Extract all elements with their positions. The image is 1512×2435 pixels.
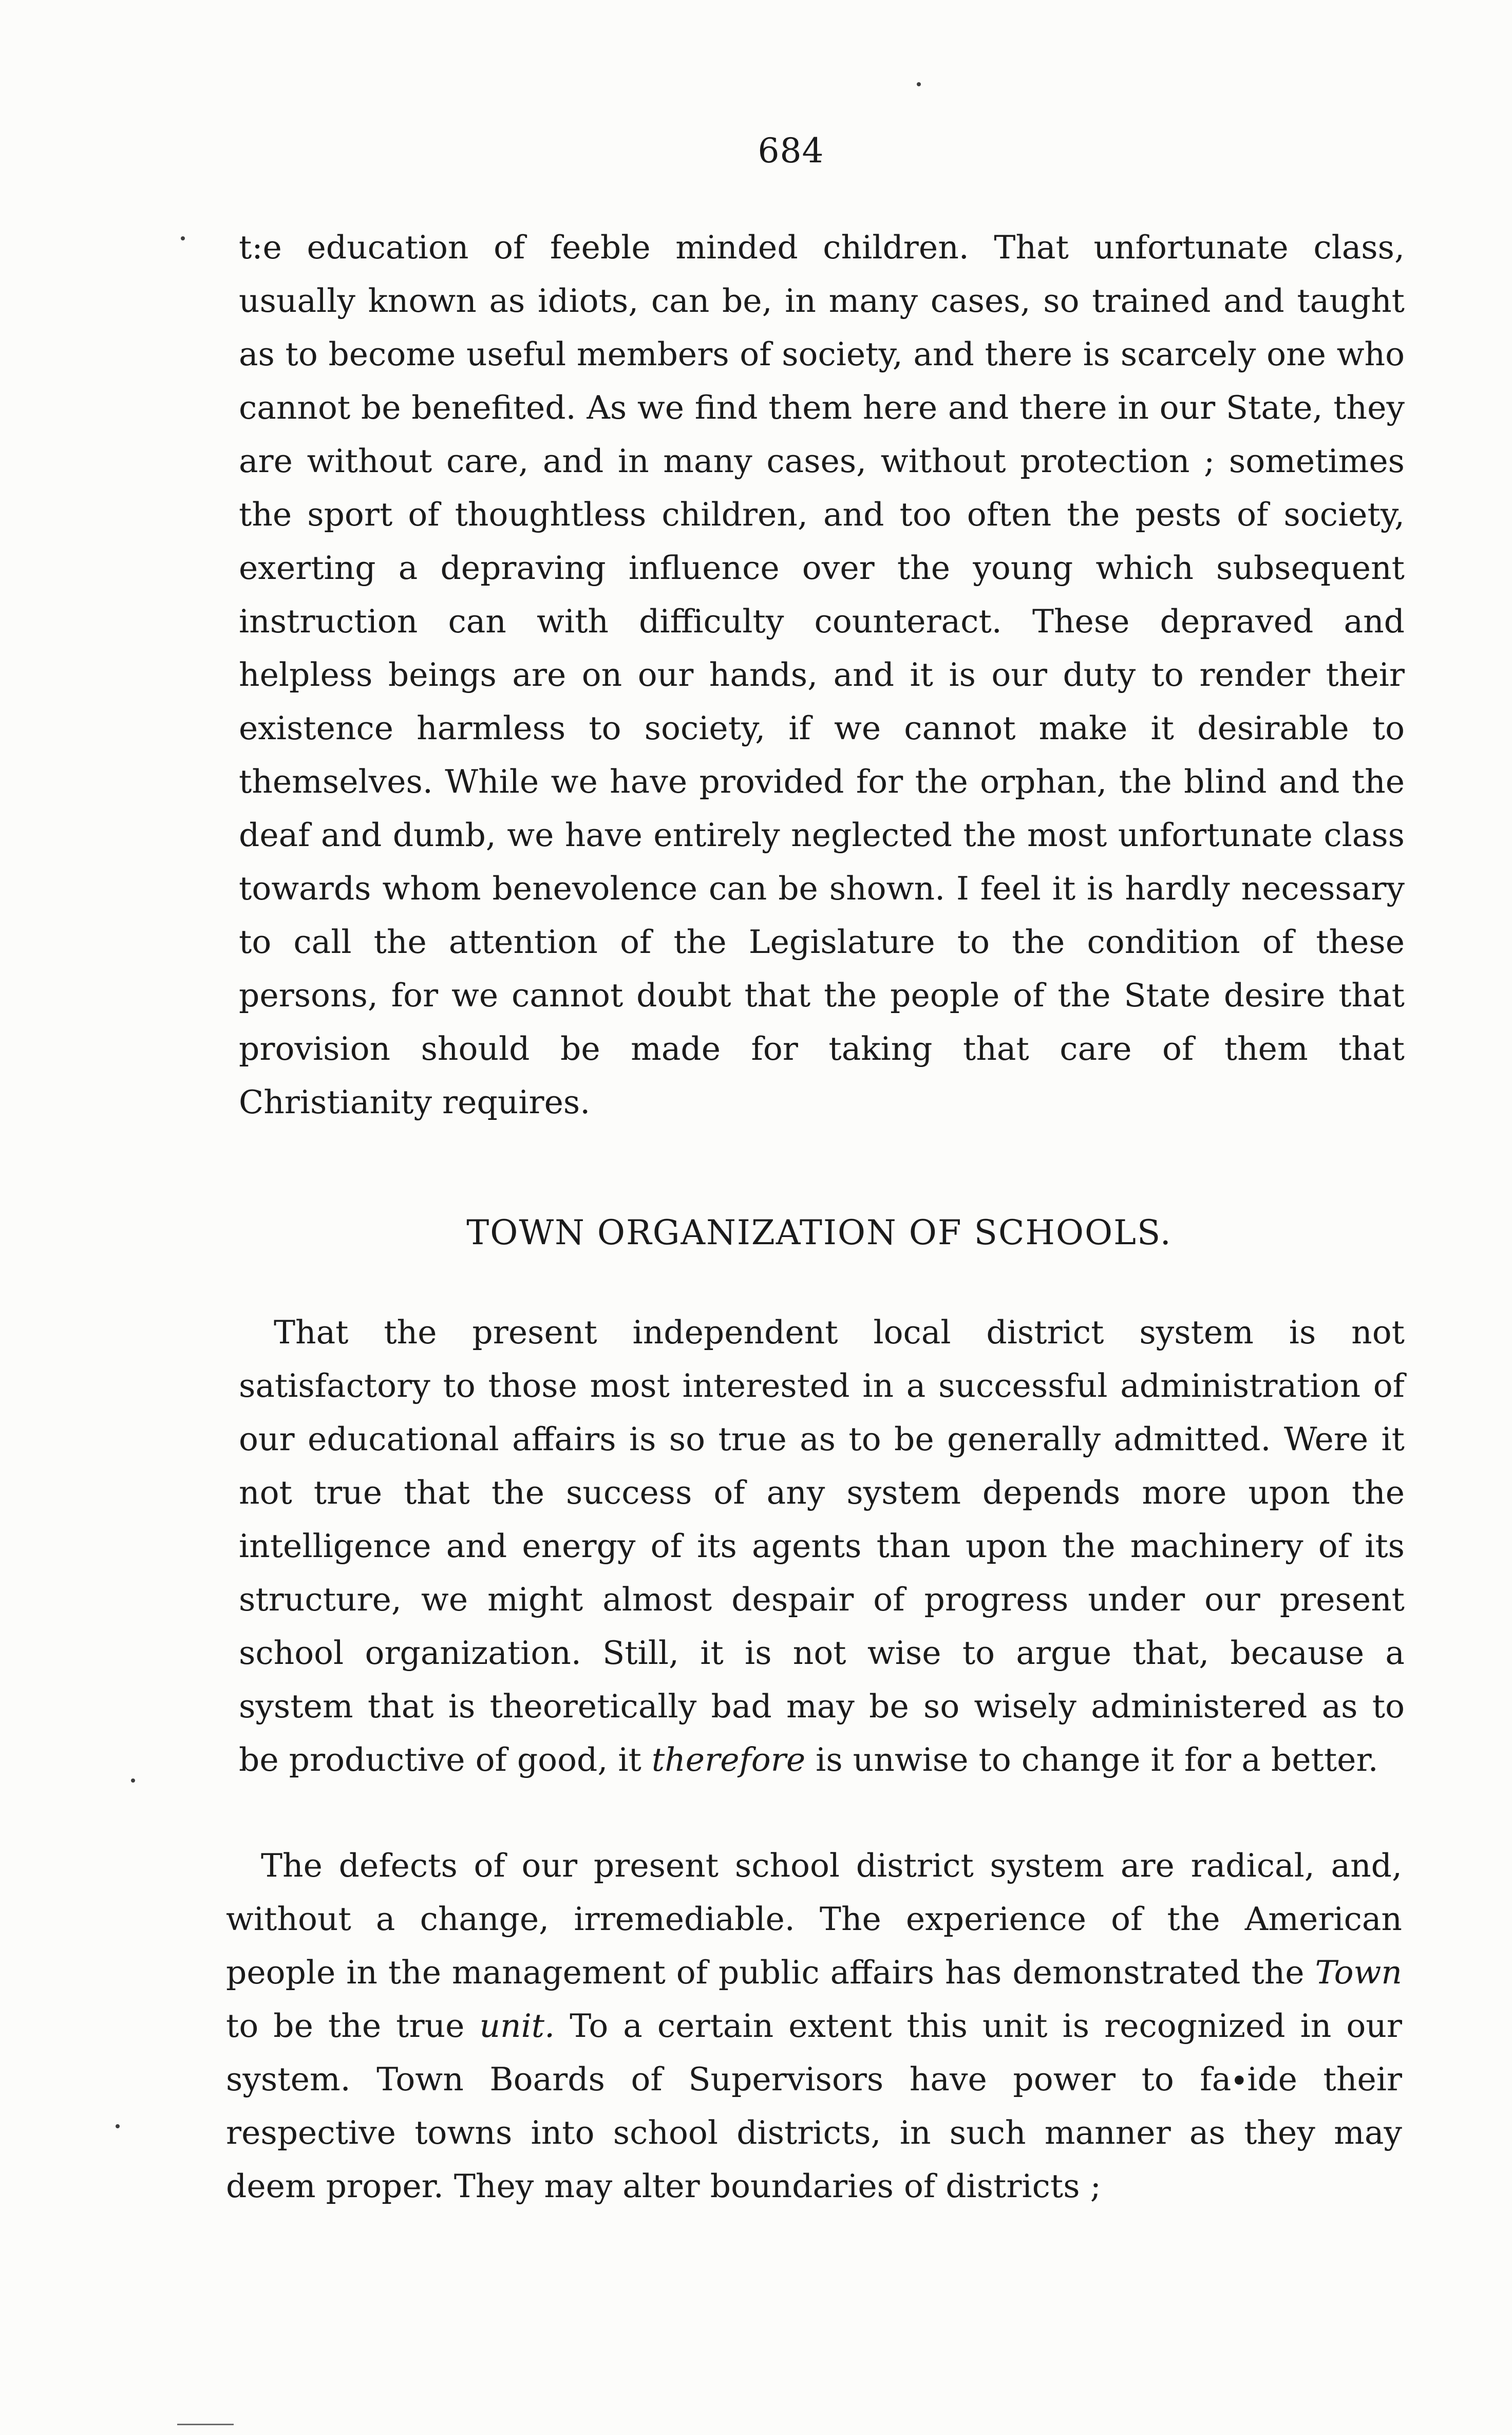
- continued-paragraph: [239, 221, 1405, 1129]
- section-heading: TOWN ORGANIZATION OF SCHOOLS.: [466, 1213, 1172, 1252]
- italic-word: unit.: [479, 2007, 555, 2045]
- margin-speck: [917, 82, 921, 86]
- italic-word: therefore: [651, 1741, 806, 1778]
- paragraph-text: [226, 1839, 1402, 2213]
- body-paragraph: [239, 1306, 1405, 1787]
- paragraph-text-run: The defects of our present school district system are radical, and, without a change, irremediable. The experience of the American people in the management of public affairs has demonstrated the: [226, 1847, 1402, 1991]
- paragraph-text-run: That the present independent local district system is not satisfactory to those most interested in a successful administration of our educational affairs is so true as to be generally admitted. Were it not true that the success of any system depends more upon the intelligence and energy of its agents than upon the machinery of its structure, we might almost despair of progress under our present school organization. Still, it is not wise to argue that, because a system that is theoretically bad may be so wisely administered as to be productive of good, it: [239, 1314, 1405, 1778]
- body-paragraph: [226, 1839, 1402, 2213]
- margin-speck: [181, 236, 185, 240]
- paragraph-text-run: To a certain extent this unit is recognized in our system. Town Boards of Supervisors have power to fa∙ide their respective towns into school districts, in such manner as they may deem proper. They may alter boundaries of districts ;: [226, 2007, 1403, 2205]
- bottom-rule: [177, 2424, 234, 2425]
- paragraph-text-run: to be the true: [226, 2007, 465, 2045]
- page-number: 684: [758, 131, 824, 171]
- margin-speck: [131, 1778, 135, 1783]
- paragraph-text: t:e education of feeble minded children. That unfortunate class, usually known as idiots, can be, in many cases, so trained and taught as to become useful members of society, and there is scarcely one who cannot be benefited. As we find them here and there in our State, they are without care, and in many cases, without protection ; sometimes the sport of thoughtless children, and too often the pests of society, exerting a depraving influence over the young which subsequent instruction can with difficulty counteract. These depraved and helpless beings are on our hands, and it is our duty to render their existence harmless to society, if we cannot make it desirable to themselves. While we have provided for the orphan, the blind and the deaf and dumb, we have entirely neglected the most unfortunate class towards whom benevolence can be shown. I feel it is hardly necessary to call the attention of the Legislature to the condition of these persons, for we cannot doubt that the people of the State desire that provision should be made for taking that care of them that Christianity requires.: [239, 229, 1405, 1121]
- margin-speck: [116, 2124, 120, 2128]
- paragraph-text-run: is unwise to change it for a better.: [816, 1741, 1378, 1778]
- paragraph-text: [239, 1306, 1405, 1787]
- italic-word: Town: [1315, 1954, 1402, 1991]
